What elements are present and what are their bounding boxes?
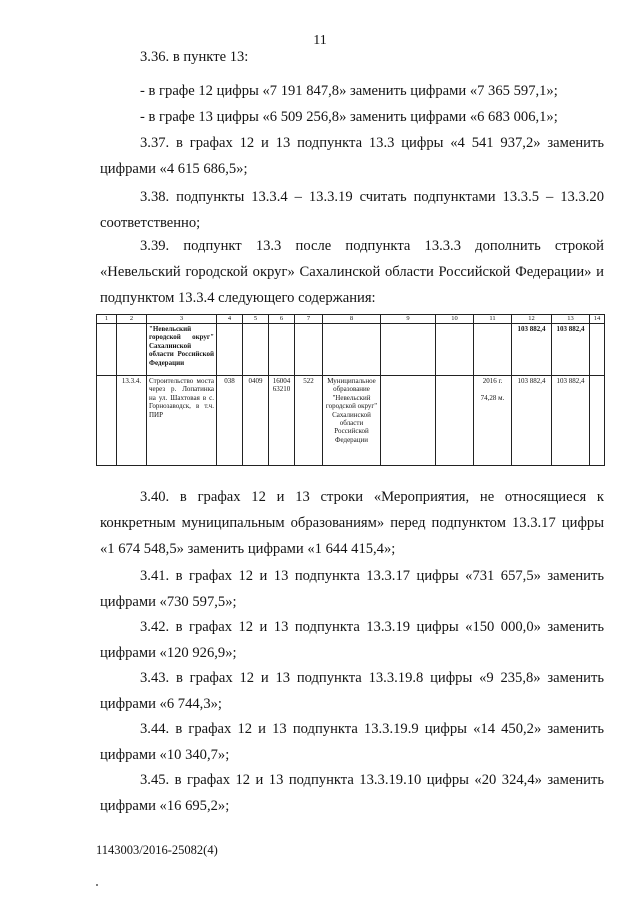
table-cell-col5: 0409	[243, 376, 269, 466]
table-cell-col12: 103 882,4	[512, 324, 552, 376]
column-header: 3	[147, 315, 217, 324]
page-number: 11	[313, 33, 327, 48]
paragraph-3-38: 3.38. подпункты 13.3.4 – 13.3.19 считать подпунктами 13.3.5 – 13.3.20 соответственно;	[100, 189, 604, 231]
table-cell-name: "Невельский городской округ" Сахалинской области Российской Федерации	[147, 324, 217, 376]
paragraph-3-43: 3.43. в графах 12 и 13 подпункта 13.3.19.8 цифры «9 235,8» заменить цифрами «6 744,3»;	[100, 670, 604, 712]
paragraph-3-39: 3.39. подпункт 13.3 после подпункта 13.3.3 дополнить строкой «Невельский городской округ» Сахалинской области Российской Федерации» и подпунктом 13.3.4 следующего содержания:	[100, 238, 604, 306]
column-header: 1	[97, 315, 117, 324]
table-cell-num: 13.3.4.	[117, 376, 147, 466]
paragraph-3-36: 3.36. в пункте 13:	[140, 49, 249, 65]
column-header: 9	[381, 315, 436, 324]
table-row	[97, 376, 605, 466]
paragraph-3-36-item-12: - в графе 12 цифры «7 191 847,8» заменить цифрами «7 365 597,1»;	[140, 83, 558, 99]
table-cell-col12: 103 882,4	[512, 376, 552, 466]
column-header: 6	[269, 315, 295, 324]
table-header-row	[97, 315, 605, 324]
table-cell-col8: Муниципальное образование "Невельский городской округ" Сахалинской области Российской Федерации	[323, 376, 381, 466]
paragraph-3-41: 3.41. в графах 12 и 13 подпункта 13.3.17 цифры «731 657,5» заменить цифрами «730 597,5»;	[100, 568, 604, 610]
column-header: 4	[217, 315, 243, 324]
table-cell-col7: 522	[295, 376, 323, 466]
table-row	[97, 324, 605, 376]
document-code: 1143003/2016-25082(4)	[96, 843, 218, 857]
paragraph-3-36-item-13: - в графе 13 цифры «6 509 256,8» заменить цифрами «6 683 006,1»;	[140, 109, 558, 125]
table-cell-col13: 103 882,4	[552, 324, 590, 376]
table-cell-col6: 16004 63210	[269, 376, 295, 466]
table-cell-col11: 2016 г. 74,28 м.	[474, 376, 512, 466]
paragraph-3-37: 3.37. в графах 12 и 13 подпункта 13.3 цифры «4 541 937,2» заменить цифрами «4 615 686,5»;	[100, 135, 604, 177]
scan-speck	[96, 884, 98, 886]
column-header: 2	[117, 315, 147, 324]
table-cell-col13: 103 882,4	[552, 376, 590, 466]
column-header: 10	[436, 315, 474, 324]
column-header: 7	[295, 315, 323, 324]
paragraph-3-44: 3.44. в графах 12 и 13 подпункта 13.3.19.9 цифры «14 450,2» заменить цифрами «10 340,7»;	[100, 721, 604, 763]
amendment-table	[96, 314, 604, 466]
column-header: 12	[512, 315, 552, 324]
column-header: 5	[243, 315, 269, 324]
table-cell-col4: 038	[217, 376, 243, 466]
column-header: 14	[590, 315, 605, 324]
paragraph-3-42: 3.42. в графах 12 и 13 подпункта 13.3.19 цифры «150 000,0» заменить цифрами «120 926,9»;	[100, 619, 604, 661]
column-header: 8	[323, 315, 381, 324]
paragraph-3-45: 3.45. в графах 12 и 13 подпункта 13.3.19.10 цифры «20 324,4» заменить цифрами «16 695,2»;	[100, 772, 604, 814]
column-header: 11	[474, 315, 512, 324]
column-header: 13	[552, 315, 590, 324]
paragraph-3-40: 3.40. в графах 12 и 13 строки «Мероприятия, не относящиеся к конкретным муниципальным образованиям» перед подпунктом 13.3.17 цифры «1 674 548,5» заменить цифрами «1 644 415,4»;	[100, 489, 604, 557]
table-cell-name: Строительство моста через р. Лопатинка на ул. Шахтовая в с. Горнозаводск, в т.ч. ПИР	[147, 376, 217, 466]
